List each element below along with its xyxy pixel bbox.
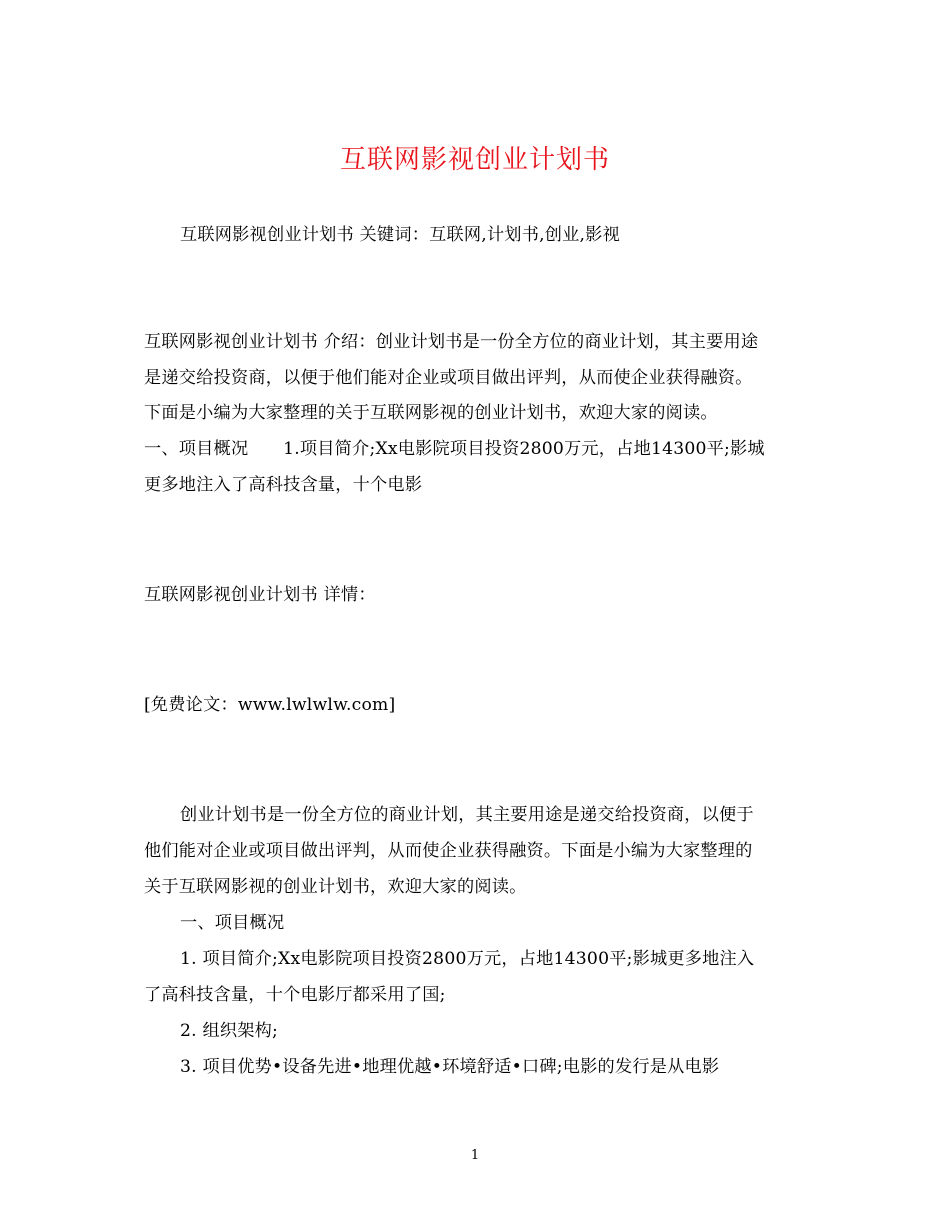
body-line: 他们能对企业或项目做出评判，从而使企业获得融资。下面是小编为大家整理的	[144, 841, 753, 861]
section-heading: 一、项目概况	[180, 913, 285, 933]
body-line: 关于互联网影视的创业计划书，欢迎大家的阅读。	[144, 877, 527, 897]
page-number: 1	[470, 1148, 480, 1163]
body-line: 2. 组织架构;	[180, 1021, 279, 1041]
details-label: 互联网影视创业计划书 详情：	[144, 585, 376, 605]
intro-line: 下面是小编为大家整理的关于互联网影视的创业计划书，欢迎大家的阅读。	[144, 403, 718, 423]
intro-line: 互联网影视创业计划书 介绍：创业计划书是一份全方位的商业计划，其主要用途	[144, 332, 759, 352]
document-title: 互联网影视创业计划书	[339, 145, 610, 175]
source-link[interactable]: [免费论文：www.lwlwlw.com]	[144, 695, 396, 715]
body-line: 1. 项目简介;Xx电影院项目投资2800万元，占地14300平;影城更多地注入	[180, 949, 755, 969]
body-line: 3. 项目优势•设备先进•地理优越•环境舒适•口碑;电影的发行是从电影	[180, 1057, 720, 1077]
keywords-line: 互联网影视创业计划书 关键词：互联网,计划书,创业,影视	[180, 225, 620, 245]
body-line: 创业计划书是一份全方位的商业计划，其主要用途是递交给投资商，以便于	[180, 805, 754, 825]
intro-line: 更多地注入了高科技含量，十个电影	[144, 475, 423, 495]
body-line: 了高科技含量，十个电影厅都采用了国;	[144, 985, 446, 1005]
intro-line: 是递交给投资商，以便于他们能对企业或项目做出评判，从而使企业获得融资。	[144, 368, 753, 388]
intro-line: 一、项目概况 1.项目简介;Xx电影院项目投资2800万元，占地14300平;影城	[144, 439, 765, 459]
